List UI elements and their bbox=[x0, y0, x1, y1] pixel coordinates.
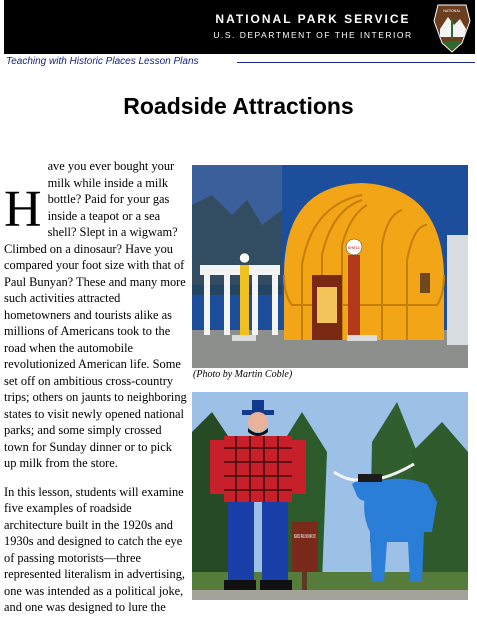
program-rule bbox=[237, 62, 475, 63]
program-banner bbox=[4, 56, 475, 68]
photo-credit: (Photo by Martin Coble) bbox=[193, 369, 293, 380]
logo-lettering: NATIONAL bbox=[443, 9, 461, 13]
bunyan-sign-text: BEMIDJI PAUL BUNYAN 1937 bbox=[294, 534, 317, 540]
lesson-paragraph: In this lesson, students will examine five examples of roadside architecture built in the 1920s and 1930s and designed to catch the eye of passing motorists—three represented literalism in advertising, one was intended as a political joke, and one was designed to lure the bbox=[4, 484, 185, 614]
article-text bbox=[4, 158, 187, 628]
site-header bbox=[4, 0, 475, 54]
drop-cap: H bbox=[4, 181, 42, 238]
program-link[interactable]: Teaching with Historic Places Lesson Plans bbox=[6, 56, 199, 67]
agency-name: NATIONAL PARK SERVICE bbox=[215, 12, 411, 26]
intro-paragraph bbox=[4, 158, 187, 472]
nps-arrowhead-icon[interactable] bbox=[432, 3, 472, 53]
page-title: Roadside Attractions bbox=[123, 93, 354, 119]
pump-globe-text: SHELL bbox=[347, 245, 361, 250]
shell-station-photo bbox=[192, 165, 468, 368]
department-name: U.S. DEPARTMENT OF THE INTERIOR bbox=[213, 30, 413, 40]
intro-text: ave you ever bought your milk while inside a milk bottle? Paid for your gas inside a teapot or a sea shell? Slept in a wigwam? Climbed on a dinosaur? Have you compared your foot size with that of Paul Bunyan? These and many more such activities attracted hometowners and tourists alike as millions of Americans took to the road when the automobile revolutionized American life. Some set off on ambitious cross-country trips; others on jaunts to neighboring states to visit newly opened national parks; and some simply crossed town for Sunday dinner or to pick up milk from the store. bbox=[4, 159, 187, 470]
paul-bunyan-photo bbox=[192, 392, 468, 600]
